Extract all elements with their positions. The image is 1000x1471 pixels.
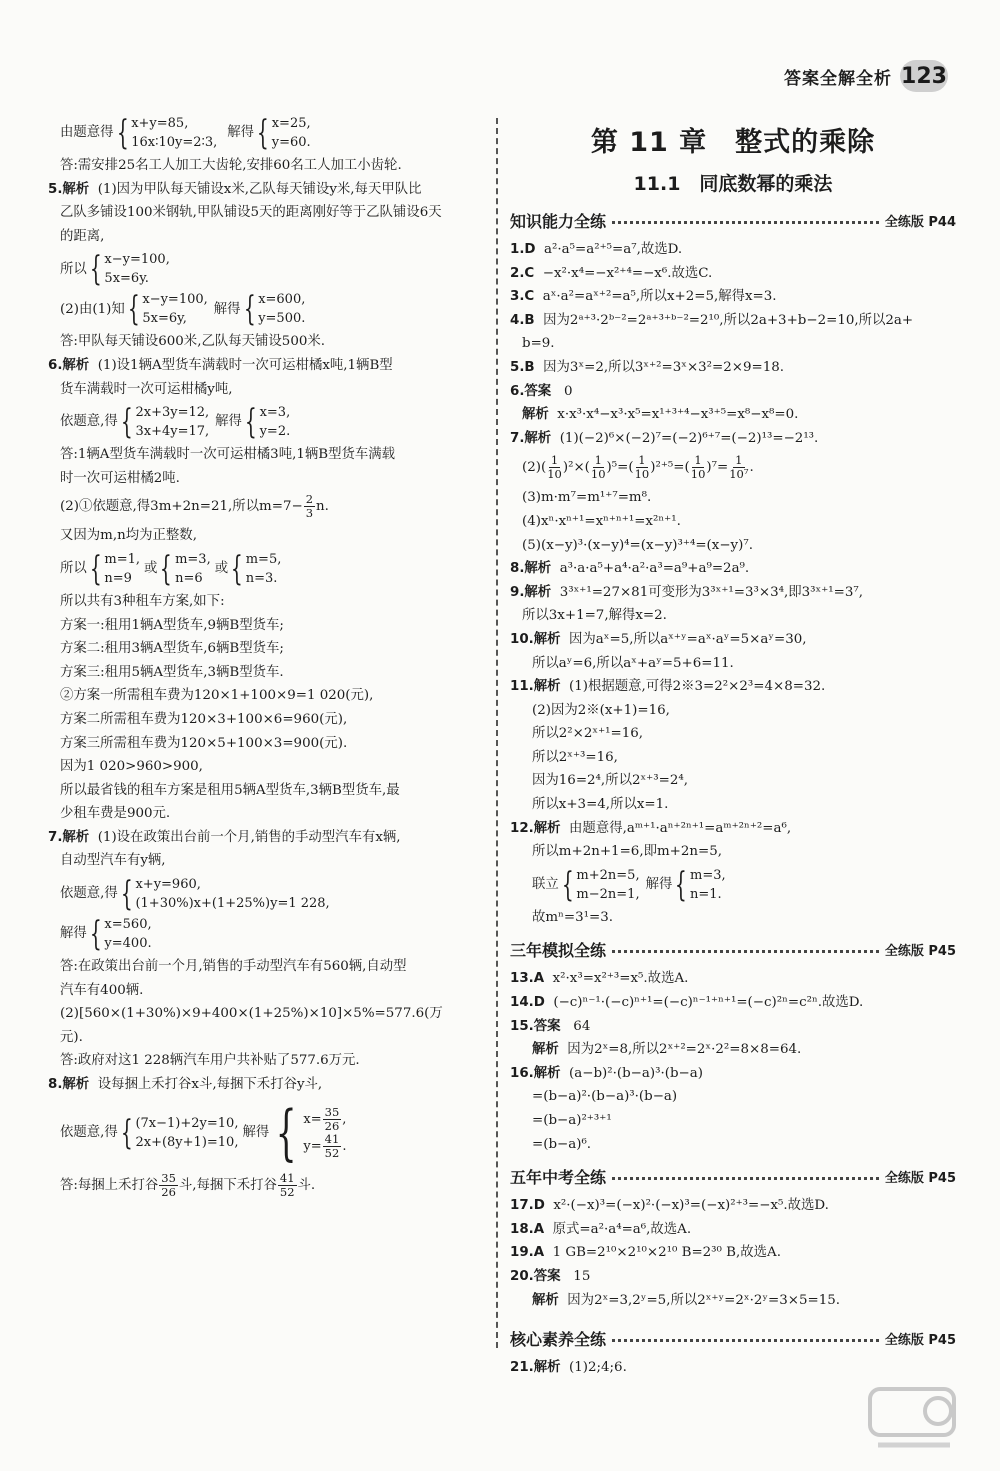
equation: n=3. [245,570,278,586]
column-divider [496,118,498,1348]
brace: { [561,864,574,905]
answer-line [510,427,956,451]
question-label: 8.解析 [48,1077,90,1093]
text-line: 所以最省钱的租车方案是租用5辆A型货车,3辆B型货车,最 [60,782,400,798]
text: 解得 [215,414,242,430]
equation: n=6 [175,570,203,586]
text: a²·a⁵=a²⁺⁵=a⁷,故选D. [544,242,683,257]
answer-line [510,285,956,309]
text-line: 答:1辆A型货车满载时一次可运柑橘3吨,1辆B型货车满载 [60,447,396,463]
text-line: 又因为m,n均为正整数, [60,528,197,544]
answer-label: 1.D [510,242,536,257]
text-line: 元). [60,1029,83,1045]
equation-system [104,550,140,588]
watermark-logo-icon [864,1383,960,1457]
section-reference: 全练版 P45 [884,1170,956,1186]
equation-system [131,114,217,152]
answer-label: 18.A [510,1221,545,1237]
text: 设每捆上禾打谷x斗,每捆下禾打谷y斗, [97,1077,323,1093]
answer-line: 所以x+3=4,所以x=1. [532,797,669,813]
text-line: 因为1 020>960>900, [60,759,203,775]
text: (a−b)²·(b−a)³·(b−a) [569,1065,703,1081]
answer-line [510,1241,956,1265]
equation-system [258,290,305,328]
equation: x+y=960, [135,877,201,893]
answer-line: (4)xⁿ·xⁿ⁺¹=xⁿ⁺ⁿ⁺¹=x²ⁿ⁺¹. [522,513,681,529]
text-line [48,354,488,378]
equation: m=5, [245,551,282,567]
system-line [48,403,488,441]
text: 斗. [297,1177,316,1193]
text-line [48,1169,488,1203]
answer-line [510,380,956,404]
text: (−c)ⁿ⁻¹·(−c)ⁿ⁺¹=(−c)ⁿ⁻¹⁺ⁿ⁺¹=(−c)²ⁿ=c²ⁿ.故选D. [553,995,864,1011]
section-name: 五年中考全练 [510,1167,607,1187]
text-line: 方案一:租用1辆A型货车,9辆B型货车; [60,617,284,633]
equation-system [142,290,207,328]
answer-label: 19.A [510,1245,545,1261]
text: 15 [573,1268,591,1284]
text: 因为2ˣ=3,2ʸ=5,所以2ˣ⁺ʸ=2ˣ·2ʸ=3×5=15. [567,1292,841,1308]
answer-line: 所以m+2n+1=6,即m+2n=5, [532,844,723,860]
fraction [635,454,650,481]
brace: { [675,864,688,905]
answer-label: 8.解析 [510,561,552,577]
numerator: 35 [161,1170,176,1185]
text-line: 方案二所需租车费为120×3+100×6=960(元), [60,711,348,727]
equation: x= $\frac{35}{26}$ , [303,1104,347,1133]
text: 所以 [60,561,87,577]
text-line: 答:甲队每天铺设600米,乙队每天铺设500米. [60,334,325,350]
equation-system [135,875,329,913]
answer-label: 10.解析 [510,631,561,647]
equation: 2x+3y=12, [135,405,210,421]
text: 1 GB=2¹⁰×2¹⁰×2¹⁰ B=2³⁰ B,故选A. [552,1245,781,1261]
equation-system [272,114,311,152]
denominator: 10 [634,467,650,482]
numerator: 1 [735,453,743,468]
answer-label: 7.解析 [510,430,552,446]
system-line [48,114,488,152]
text-line [48,490,488,524]
text: 或 [144,561,158,577]
text-line: 方案三:租用5辆A型货车,3辆B型货车. [60,664,284,680]
text: (2)由(1)知 [60,301,125,317]
system-line [48,250,488,288]
equation: x=3, [259,405,291,421]
answer-line: b=9. [522,336,555,352]
text: 依题意,得 [60,886,118,902]
text: 64 [573,1018,591,1034]
equation: m+2n=5, [576,867,640,883]
header-title: 答案全解全析 [784,68,892,89]
answer-line [510,1356,956,1380]
equation: n=9 [104,570,132,586]
section-header [510,1324,956,1352]
denominator: 26 [324,1118,340,1133]
answer-line [510,675,956,699]
text-line: 答:在政策出台前一个月,销售的手动型汽车有560辆,自动型 [60,959,407,975]
answer-line [510,262,956,286]
answer-line [510,1062,956,1086]
equation: x+y=85, [131,116,189,131]
equation: y=500. [258,311,306,327]
system-line [48,550,488,588]
fraction [159,1172,178,1199]
section-reference: 全练版 P45 [884,943,956,959]
text: 或 [214,561,229,577]
text: (1)(−2)⁶×(−2)⁷=(−2)⁶⁺⁷=(−2)¹³=−2¹³. [559,430,819,446]
section-reference: 全练版 P45 [884,1332,956,1348]
answer-line: (2)因为2※(x+1)=16, [532,702,670,718]
brace: { [89,914,102,955]
answer-line [510,967,956,991]
fraction [304,493,315,520]
text: 解得 [227,125,255,141]
denominator: 10 [590,467,606,482]
text: 原式=a²·a⁴=a⁶,故选A. [552,1221,692,1237]
fraction [591,454,606,481]
answer-label: 5.B [510,359,535,375]
dotted-leader [612,950,879,953]
text: 斗,每捆下禾打谷 [178,1177,277,1193]
equation: y=2. [259,424,291,440]
text: 解得 [645,877,673,893]
answer-line: (5)(x−y)³·(x−y)⁴=(x−y)³⁺⁴=(x−y)⁷. [522,537,753,553]
equation: 3x+4y=17, [135,424,210,440]
text: 由题意得 [60,125,114,141]
numerator: 1 [638,453,646,468]
text: (2)①依题意,得3m+2n=21,所以m=7− [60,499,303,515]
system-line [510,866,956,904]
section-reference: 全练版 P44 [884,214,956,230]
fraction [323,1106,342,1133]
answer-label: 9.解析 [510,584,552,600]
text: (1)设1辆A型货车满载时一次可运柑橘x吨,1辆B型 [97,357,393,373]
equation: y= $\frac{41}{52}$ . [303,1131,347,1160]
brace: { [256,113,269,153]
equation-system [260,403,291,441]
left-column [48,112,488,1203]
equation-system [246,550,282,588]
text: 联立 [532,877,559,893]
text: ⁵= [611,460,629,476]
section-header [510,1162,956,1190]
answer-line [510,1265,956,1289]
answer-label: 13.A [510,971,545,987]
answer-label: 2.C [510,265,535,281]
text: (2) [522,460,541,476]
answer-line [510,991,956,1015]
equation: x−y=100, [142,292,208,308]
numerator: 1 [550,453,559,468]
text: x·x³·x⁴−x³·x⁵=x¹⁺³⁺⁴−x³⁺⁵=x⁸−x⁸=0. [557,407,799,423]
brace: { [230,548,243,589]
brace: { [244,402,257,443]
answer-line: =(b−a)⁶. [532,1136,592,1152]
denominator: 52 [279,1184,295,1199]
section-header [510,935,956,963]
system-line [48,290,488,328]
text: ⁷= [711,460,729,476]
answer-line [510,581,956,605]
equation-system [104,250,169,288]
answer-label: 21.解析 [510,1360,561,1376]
numerator: 1 [594,453,602,468]
answer-line [510,309,956,333]
text: ²⁺⁵= [655,460,685,476]
answer-label: 17.D [510,1198,545,1214]
text: 3³ˣ⁺¹=27×81可变形为3³ˣ⁺¹=3³×3⁴,即3³ˣ⁺¹=3⁷, [559,584,864,600]
answer-line [510,1218,956,1242]
answer-line: (2)( $\frac{1}{10}$ )²×( $\frac{1}{10}$ )⁵=( $\frac{1}{10}$ )²⁺⁵=( $\frac{1}{10}$ )⁷= $\frac{1}{\text{10⁷}}$ . [522,453,754,482]
answer-line [510,628,956,652]
text-line: 时一次可运柑橘2吨. [60,470,180,486]
text: (1)设在政策出台前一个月,销售的手动型汽车有x辆, [97,829,401,845]
text: 因为3ˣ=2,所以3ˣ⁺²=3ˣ×3²=2×9=18. [543,359,785,375]
text: 依题意,得 [60,414,118,430]
text-line: ②方案一所需租车费为120×1+100×9=1 020(元), [60,688,374,704]
equation-system [175,550,211,588]
text-line: (2)[560×(1+30%)×9+400×(1+25%)×10]×5%=577.6(万 [60,1006,443,1022]
text: 解得 [60,926,87,942]
brace: { [243,289,256,330]
page-number: 123 [900,60,948,92]
brace: { [116,113,129,153]
text-line: 货车满载时一次可运柑橘y吨, [60,381,233,397]
answer-line: (3)m·m⁷=m¹⁺⁷=m⁸. [522,490,652,506]
section-header [510,206,956,234]
answer-label: 14.D [510,995,545,1011]
answer-label: 15.答案 [510,1018,561,1034]
answer-label: 解析 [532,1042,559,1058]
answer-line: 所以2ˣ⁺³=16, [532,749,618,765]
text-line: 少租车费是900元. [60,806,171,822]
answer-line: 所以3x+1=7,解得x=2. [522,608,667,624]
equation: 16x∶10y=2∶3, [131,135,218,150]
numerator: 1 [694,453,702,468]
text-line: 答:政府对这1 228辆汽车用户共补贴了577.6万元. [60,1053,360,1069]
text: ²× [568,460,585,476]
text: −x²·x⁴=−x²⁺⁴=−x⁶.故选C. [542,265,713,281]
numerator: 35 [324,1104,340,1119]
text: 所以 [60,261,87,277]
right-column [510,112,956,1380]
equation-system [576,866,639,904]
numerator: 41 [324,1131,340,1146]
text: 0 [563,383,573,399]
brace: { [89,249,102,290]
answer-line [510,1289,956,1313]
answer-line [510,356,956,380]
text-line: 所以共有3种租车方案,如下: [60,593,225,609]
numerator: 41 [279,1170,295,1185]
text: aˣ·a²=aˣ⁺²=a⁵,所以x+2=5,解得x=3. [542,289,777,305]
brace: { [120,402,133,443]
answer-line [510,557,956,581]
equation: x=25, [271,116,311,131]
text: 答:每捆上禾打谷 [60,1177,159,1193]
answer-line [510,1038,956,1062]
text: 依题意,得 [60,1124,118,1140]
equation: x=560, [104,917,152,933]
brace: { [160,548,173,589]
text: 因为2ˣ=8,所以2ˣ⁺²=2ˣ·2²=8×8=64. [567,1042,802,1058]
system-line [48,875,488,913]
text-line: 方案三所需租车费为120×5+100×3=900(元). [60,735,348,751]
text: 因为aˣ=5,所以aˣ⁺ʸ=aˣ·aʸ=5×aʸ=30, [569,631,807,647]
text: (1)因为甲队每天铺设x米,乙队每天铺设y米,每天甲队比 [97,181,422,197]
equation: (7x−1)+2y=10, [135,1115,239,1131]
denominator: 10 [547,467,562,482]
equation: m−2n=1, [576,886,640,902]
answer-label: 解析 [532,1292,559,1308]
text: x= [303,1111,322,1127]
text: n. [316,499,329,515]
answer-label: 3.C [510,289,535,305]
answer-line: 因为16=2⁴,所以2ˣ⁺³=2⁴, [532,773,688,789]
text: (1)2;4;6. [569,1360,627,1376]
text-line: 自动型汽车有y辆, [60,853,166,869]
answer-line [510,1015,956,1039]
text-line [48,1073,488,1097]
denominator: 10 [690,467,706,482]
equation: m=3, [690,867,726,883]
answer-label: 解析 [522,407,549,423]
denominator: 10⁷ [729,467,749,482]
answer-line: =(b−a)²·(b−a)³·(b−a) [532,1089,678,1105]
page-header [784,60,948,92]
denominator: 26 [161,1184,176,1199]
answer-line: =(b−a)²⁺³⁺¹ [532,1113,612,1128]
text: y= [303,1138,322,1154]
answer-line [510,817,956,841]
equation-system [303,1106,346,1160]
equation-system [135,1114,238,1152]
equation: y=60. [271,135,311,150]
denominator: 52 [324,1145,340,1160]
text: x²·(−x)³=(−x)²·(−x)³=(−x)²⁺³=−x⁵.故选D. [553,1198,829,1214]
brace: { [120,1112,133,1153]
text: 解得 [242,1124,270,1140]
equation: 2x+(8y+1)=10, [135,1134,239,1150]
answer-label: 16.解析 [510,1065,561,1081]
text-line [48,178,488,202]
dotted-leader [612,1339,879,1342]
answer-line: 故mⁿ=3¹=3. [532,909,613,925]
text: 因为2ᵃ⁺³·2ᵇ⁻²=2ᵃ⁺³⁺ᵇ⁻²=2¹⁰,所以2a+3+b−2=10,所以2a+ [543,312,914,328]
equation: (1+30%)x+(1+25%)y=1 228, [135,896,330,912]
fraction [729,454,748,481]
fraction [278,1172,297,1199]
fraction [691,454,706,481]
text-line: 的距离, [60,228,105,244]
section-title: 11.1 同底数幂的乘法 [633,173,833,195]
chapter-title: 第 11 章 整式的乘除 [590,127,876,158]
answer-line [510,403,956,427]
question-label: 6.解析 [48,357,90,373]
answer-label: 11.解析 [510,679,561,695]
answer-label: 20.答案 [510,1268,561,1284]
text-line: 汽车有400辆. [60,982,144,998]
text: a³·a·a⁵+a⁴·a²·a³=a⁹+a⁹=2a⁹. [559,561,750,577]
section-name: 知识能力全练 [510,211,607,231]
system-line [48,915,488,953]
brace: { [120,874,133,915]
brace: { [89,548,102,589]
text: (1)根据题意,可得2※3=2²×2³=4×8=32. [569,679,826,695]
equation: x=600, [258,292,306,308]
section-name: 三年模拟全练 [510,940,607,960]
question-label: 7.解析 [48,829,90,845]
text-line: 答:需安排25名工人加工大齿轮,安排60名工人加工小齿轮. [60,158,402,173]
equation: 5x=6y. [104,271,149,287]
answer-label: 6.答案 [510,383,552,399]
equation: m=3, [175,551,211,567]
equation: y=400. [104,936,152,952]
text: 由题意得,aᵐ⁺¹·aⁿ⁺²ⁿ⁺¹=aᵐ⁺²ⁿ⁺²=a⁶, [569,820,792,836]
equation: x−y=100, [104,252,170,268]
text: x²·x³=x²⁺³=x⁵.故选A. [552,971,689,987]
dotted-leader [612,221,879,224]
answer-line [510,1194,956,1218]
answer-label: 4.B [510,312,535,328]
equation: 5x=6y, [142,311,187,327]
equation-system [135,403,209,441]
text-line [48,826,488,850]
section-name: 核心素养全练 [510,1329,607,1349]
fraction [323,1133,342,1160]
system-line [48,1097,488,1168]
fraction [547,454,562,481]
numerator: 2 [305,492,314,507]
answer-label: 12.解析 [510,820,561,836]
answer-line: 所以aʸ=6,所以aˣ+aʸ=5+6=11. [532,655,734,671]
text-line: 乙队多铺设100米钢轨,甲队铺设5天的距离刚好等于乙队铺设6天 [60,205,442,221]
equation-system [690,866,726,904]
answer-line: 所以2²×2ˣ⁺¹=16, [532,726,644,742]
question-label: 5.解析 [48,181,90,197]
equation: m=1, [104,551,141,567]
brace: { [275,1097,297,1168]
brace: { [127,289,140,330]
equation: n=1. [690,886,722,902]
answer-line [510,238,956,262]
text-line: 方案二:租用3辆A型货车,6辆B型货车; [60,641,284,657]
text: 解得 [213,301,241,317]
denominator: 3 [305,506,314,521]
dotted-leader [612,1177,879,1180]
equation-system [104,915,151,953]
